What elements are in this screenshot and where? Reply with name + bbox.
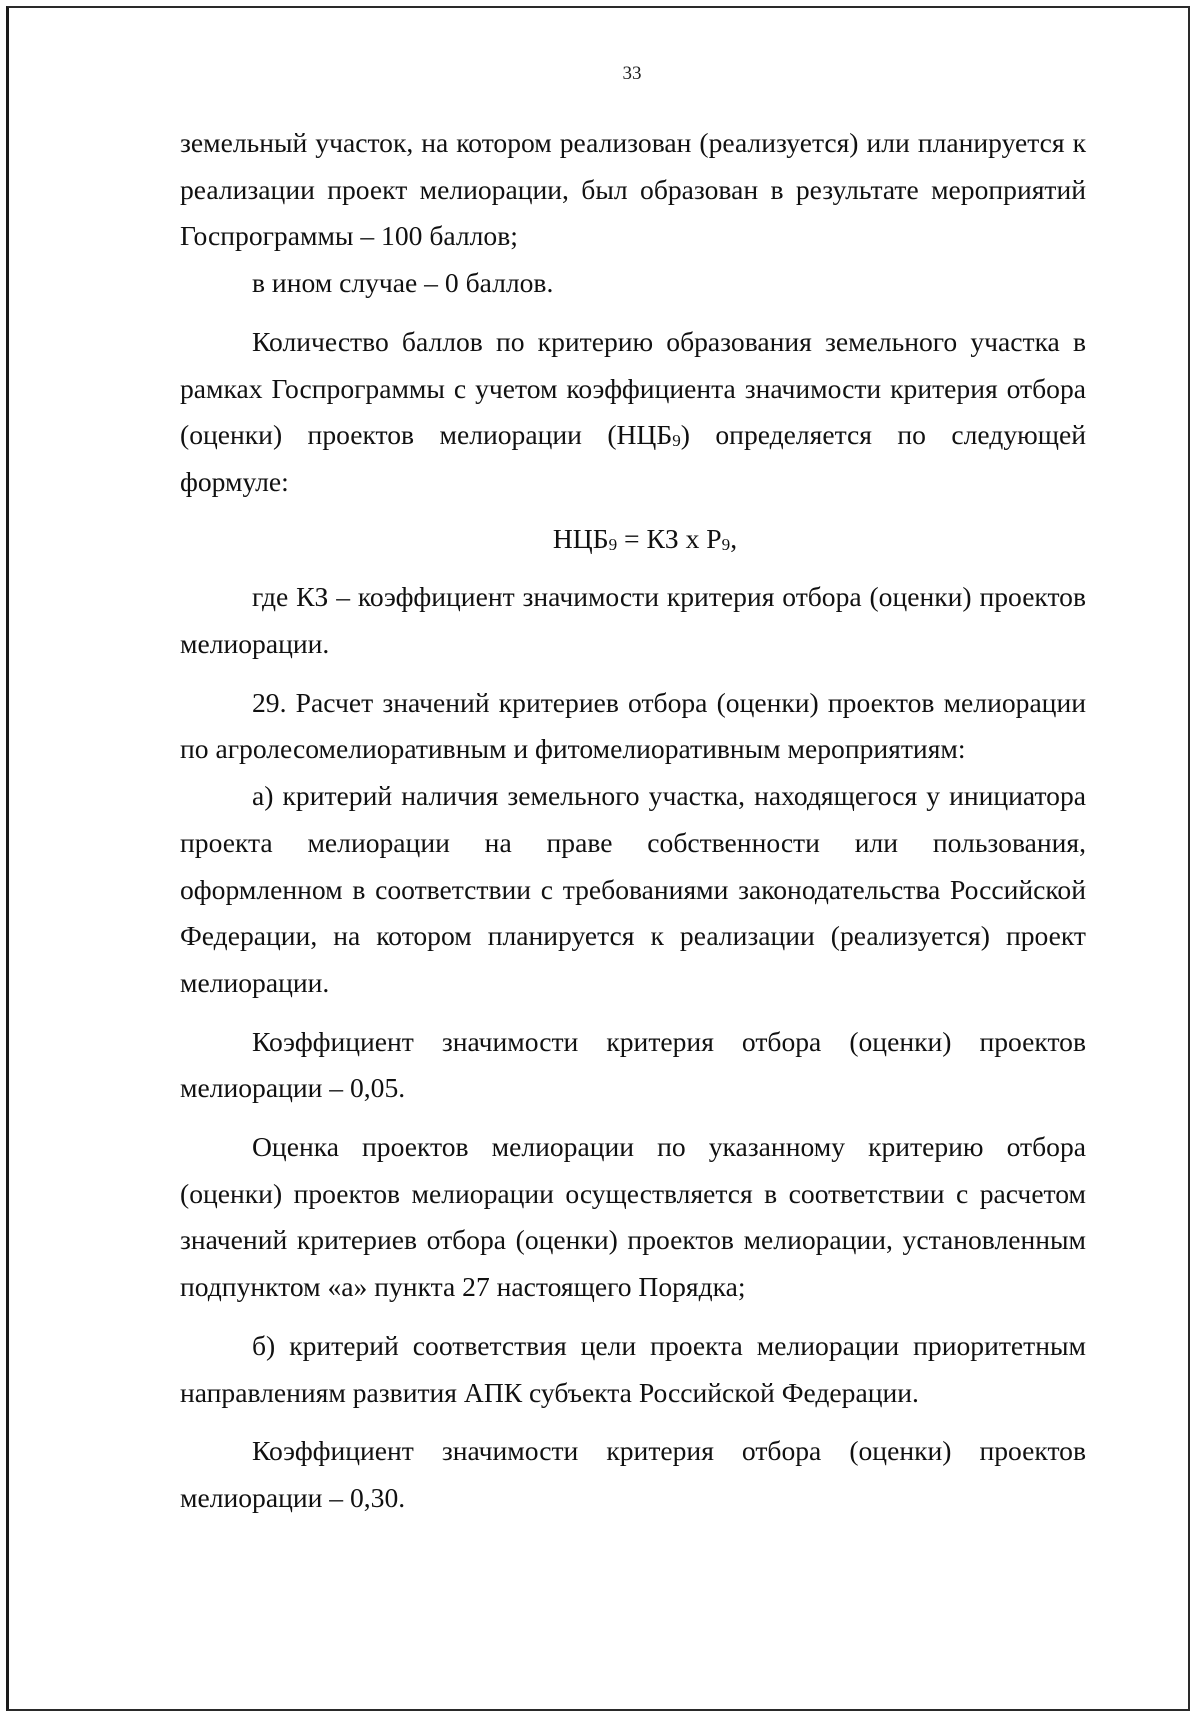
document-body	[180, 120, 1086, 1522]
formula-lhs: НЦБ	[552, 522, 609, 554]
paragraph-score-count-text-2: ) определяется по следующей формуле:	[180, 419, 1086, 497]
paragraph-item-29: 29. Расчет значений критериев отбора (оценки) проектов мелиорации по агролесомелиоративным и фитомелиоративным мероприятиям:	[180, 686, 1086, 765]
subscript-9: 9	[672, 431, 681, 451]
formula-lhs-subscript: 9	[608, 534, 618, 554]
paragraph-criterion-b: б) критерий соответствия цели проекта мелиорации приоритетным направлениям развития АПК субъекта Российской Федерации.	[180, 1329, 1086, 1408]
paragraph-kz-definition: где КЗ – коэффициент значимости критерия отбора (оценки) проектов мелиорации.	[180, 581, 1086, 660]
formula-end: ,	[730, 522, 738, 554]
paragraph-score-count	[180, 319, 1086, 506]
paragraph-land-formed: земельный участок, на котором реализован (реализуется) или планируется к реализации проект мелиорации, был образован в результате мероприятий Госпрограммы – 100 баллов;	[180, 127, 1086, 252]
formula	[180, 516, 1086, 563]
paragraph-otherwise: в ином случае – 0 баллов.	[252, 267, 554, 299]
formula-mid: = КЗ х Р	[617, 522, 722, 554]
paragraph-criterion-a: а) критерий наличия земельного участка, находящегося у инициатора проекта мелиорации на праве собственности или пользования, оформленном в соответствии с требованиями законодательства Российской Федерации, на котором планируется к реализации (реализуется) проект мелиорации.	[180, 780, 1086, 998]
paragraph-score-count-text-1: Количество баллов по критерию образования земельного участка в рамках Госпрограммы с учетом коэффициента значимости критерия отбора (оценки) проектов мелиорации (НЦБ	[180, 325, 1086, 451]
document-page	[6, 6, 1190, 1711]
formula-rhs-subscript: 9	[721, 534, 731, 554]
paragraph-coefficient-b: Коэффициент значимости критерия отбора (оценки) проектов мелиорации – 0,30.	[180, 1435, 1086, 1513]
page-number: 33	[622, 63, 642, 84]
paragraph-coefficient-a: Коэффициент значимости критерия отбора (оценки) проектов мелиорации – 0,05.	[180, 1025, 1086, 1104]
paragraph-evaluation-a: Оценка проектов мелиорации по указанному критерию отбора (оценки) проектов мелиорации осуществляется в соответствии с расчетом значений критериев отбора (оценки) проектов мелиорации, установленным подпунктом «а» пункта 27 настоящего Порядка;	[180, 1131, 1086, 1303]
